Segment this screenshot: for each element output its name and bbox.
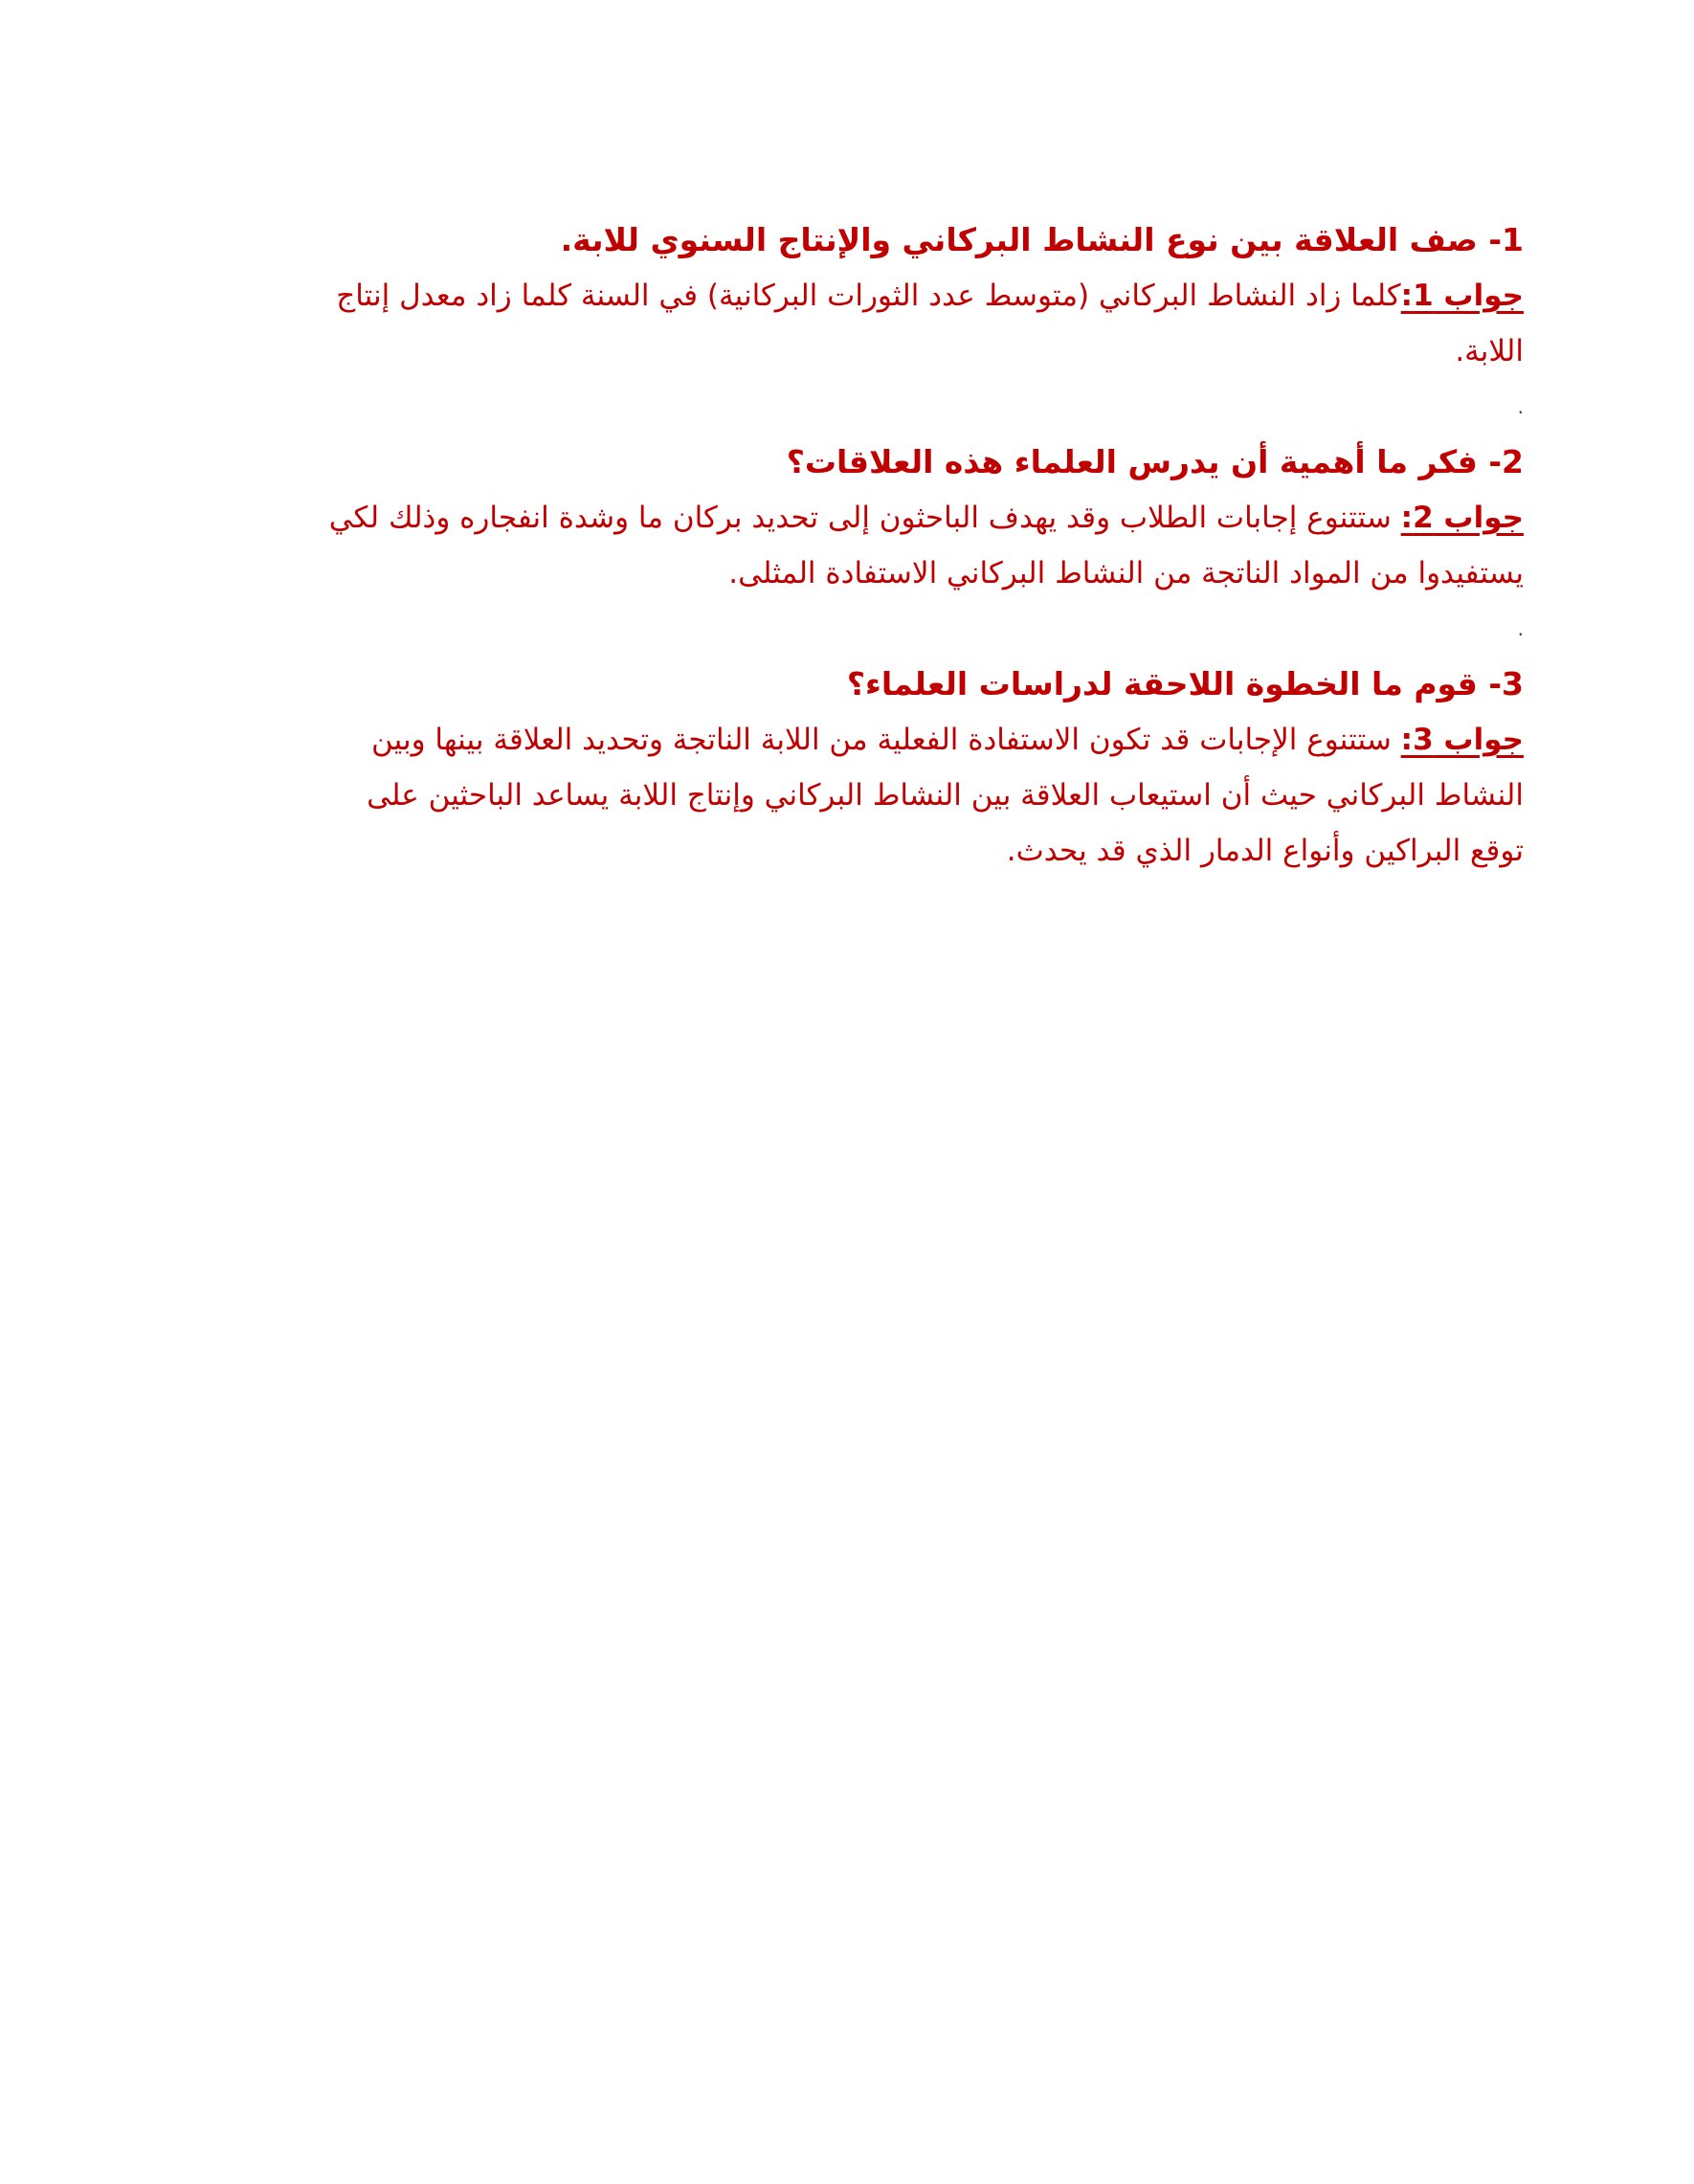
answer-3-text: ستتنوع الإجابات قد تكون الاستفادة الفعلية من اللابة الناتجة وتحديد العلاقة بينها وبين النشاط البركاني حيث أن استيعاب العلاقة بين النشاط البركاني وإنتاج اللابة يساعد الباحثين على توقع البراكين وأنواع الدمار الذي قد يحدث. <box>367 723 1524 868</box>
answer-2-label: جواب 2: <box>1400 501 1524 535</box>
answer-2-text: ستتنوع إجابات الطلاب وقد يهدف الباحثون إلى تحديد بركان ما وشدة انفجاره وذلك لكي يستفيدوا من المواد الناتجة من النشاط البركاني الاستفادة المثلى. <box>328 501 1524 591</box>
answer-1 <box>327 268 1524 379</box>
answer-1-text: كلما زاد النشاط البركاني (متوسط عدد الثورات البركانية) في السنة كلما زاد معدل إنتاج اللابة. <box>336 279 1524 368</box>
question-1: 1- صف العلاقة بين نوع النشاط البركاني والإنتاج السنوي للابة. <box>560 221 1524 258</box>
answer-2 <box>327 490 1524 601</box>
answer-3-label: جواب 3: <box>1400 723 1524 757</box>
qa-content <box>327 212 1524 879</box>
question-3: 3- قوم ما الخطوة اللاحقة لدراسات العلماء؟ <box>846 665 1524 702</box>
qa-item-3 <box>327 657 1524 879</box>
separator-dot-1: . <box>1517 395 1524 418</box>
answer-3 <box>327 712 1524 879</box>
separator-dot-2: . <box>1517 617 1524 640</box>
answer-1-label: جواب 1: <box>1400 279 1524 313</box>
qa-item-2 <box>327 435 1524 657</box>
question-2: 2- فكر ما أهمية أن يدرس العلماء هذه العلاقات؟ <box>786 443 1524 480</box>
qa-item-1 <box>327 212 1524 435</box>
